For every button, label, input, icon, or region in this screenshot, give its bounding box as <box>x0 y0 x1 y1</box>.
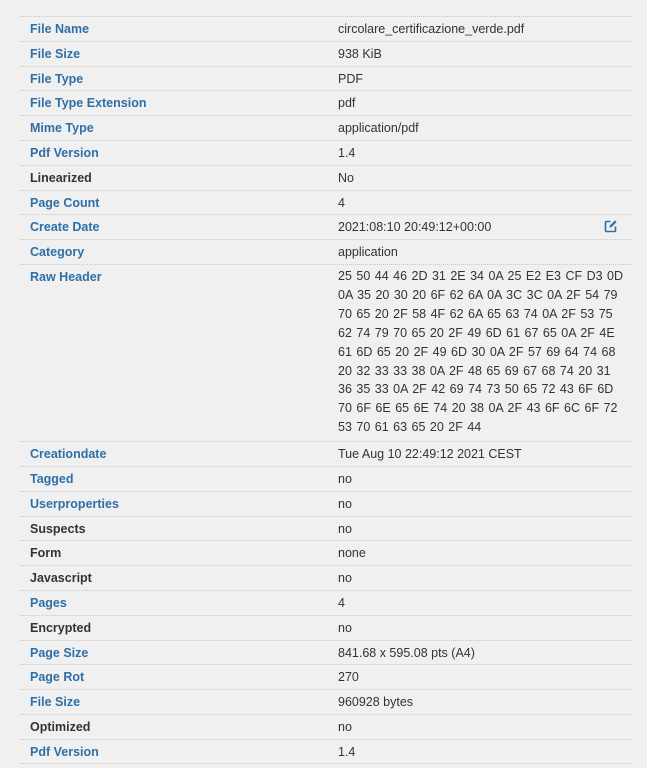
metadata-value <box>328 215 632 239</box>
metadata-value-text: PDF <box>338 71 363 86</box>
metadata-row <box>20 265 632 442</box>
metadata-value-text: no <box>338 471 352 486</box>
metadata-key[interactable]: Page Size <box>30 645 89 660</box>
metadata-key[interactable]: Pdf Version <box>30 145 99 160</box>
metadata-value <box>328 467 632 491</box>
metadata-row <box>20 141 632 166</box>
metadata-row <box>20 517 632 542</box>
metadata-key[interactable]: File Size <box>30 46 81 61</box>
metadata-value-text: no <box>338 521 352 536</box>
metadata-row <box>20 665 632 690</box>
metadata-row <box>20 641 632 666</box>
metadata-key[interactable]: File Size <box>30 695 81 710</box>
metadata-value-text: 25 50 44 46 2D 31 2E 34 0A 25 E2 E3 CF D3 0D 0A 35 20 30 20 6F 62 6A 0A 3C 3C 0A 2F 54 79 70 65 20 2F 58 4F 62 6A 65 63 74 0A 2F 53 75 62 74 79 70 65 20 2F 49 6D 61 67 65 0A 2F 4E 61 6D 65 20 2F 49 6D 30 0A 2F 57 69 64 74 68 20 32 33 33 38 0A 2F 48 65 69 67 68 74 20 31 36 35 33 0A 2F 42 69 74 73 50 65 72 43 6F 6D 70 6F 6E 65 6E 74 20 38 0A 2F 43 6F 6C 6F 72 53 70 61 63 65 20 2F 44 <box>338 268 624 435</box>
metadata-key[interactable]: Pdf Version <box>30 744 99 759</box>
metadata-key[interactable]: File Type Extension <box>30 96 147 111</box>
metadata-value-text: application/pdf <box>338 121 419 136</box>
metadata-value <box>328 265 632 441</box>
metadata-row <box>20 616 632 641</box>
metadata-value <box>328 616 632 640</box>
metadata-value-text: application <box>338 245 398 260</box>
metadata-value <box>328 740 632 764</box>
metadata-row <box>20 240 632 265</box>
metadata-value <box>328 690 632 714</box>
metadata-key: Form <box>30 546 62 561</box>
metadata-value <box>328 42 632 66</box>
metadata-value <box>328 116 632 140</box>
metadata-value-text: 270 <box>338 670 359 685</box>
metadata-value <box>328 191 632 215</box>
metadata-value-text: none <box>338 546 366 561</box>
metadata-key: Encrypted <box>30 620 92 635</box>
metadata-value-text: pdf <box>338 96 356 111</box>
metadata-value-text: 1.4 <box>338 744 356 759</box>
metadata-value <box>328 442 632 466</box>
metadata-value-text: 938 KiB <box>338 46 382 61</box>
metadata-value <box>328 517 632 541</box>
metadata-key[interactable]: Create Date <box>30 220 100 235</box>
metadata-row <box>20 566 632 591</box>
metadata-row <box>20 91 632 116</box>
metadata-value <box>328 541 632 565</box>
metadata-key[interactable]: Raw Header <box>30 269 102 284</box>
metadata-value-text: no <box>338 496 352 511</box>
metadata-key[interactable]: Userproperties <box>30 496 119 511</box>
metadata-value <box>328 641 632 665</box>
metadata-value <box>328 715 632 739</box>
metadata-value-text: No <box>338 170 354 185</box>
metadata-value <box>328 566 632 590</box>
metadata-row <box>20 67 632 92</box>
metadata-row <box>20 467 632 492</box>
metadata-value <box>328 240 632 264</box>
metadata-value <box>328 492 632 516</box>
metadata-key[interactable]: File Type <box>30 71 84 86</box>
metadata-value-text: no <box>338 719 352 734</box>
metadata-value-text: 841.68 x 595.08 pts (A4) <box>338 645 475 660</box>
metadata-row <box>20 215 632 240</box>
metadata-row <box>20 690 632 715</box>
metadata-key: Suspects <box>30 521 86 536</box>
metadata-value <box>328 166 632 190</box>
metadata-value-text: 4 <box>338 595 345 610</box>
metadata-row <box>20 16 632 42</box>
metadata-key[interactable]: Category <box>30 245 85 260</box>
metadata-value-text: Tue Aug 10 22:49:12 2021 CEST <box>338 447 522 462</box>
metadata-value <box>328 17 632 41</box>
metadata-key[interactable]: Page Rot <box>30 670 85 685</box>
metadata-value-text: 4 <box>338 195 345 210</box>
metadata-row <box>20 116 632 141</box>
metadata-table <box>20 16 632 764</box>
metadata-row <box>20 492 632 517</box>
metadata-key[interactable]: File Name <box>30 22 90 36</box>
metadata-key: Optimized <box>30 719 91 734</box>
metadata-row <box>20 740 632 765</box>
metadata-value-text: 2021:08:10 20:49:12+00:00 <box>338 220 492 235</box>
metadata-key[interactable]: Mime Type <box>30 121 94 136</box>
metadata-key: Linearized <box>30 170 92 185</box>
metadata-row <box>20 166 632 191</box>
metadata-value <box>328 67 632 91</box>
metadata-key[interactable]: Tagged <box>30 471 74 486</box>
metadata-value-text: circolare_certificazione_verde.pdf <box>338 22 525 36</box>
edit-icon[interactable] <box>604 219 618 233</box>
metadata-key: Javascript <box>30 571 92 586</box>
metadata-value <box>328 665 632 689</box>
metadata-value <box>328 141 632 165</box>
metadata-row <box>20 191 632 216</box>
metadata-value-text: no <box>338 571 352 586</box>
metadata-row <box>20 442 632 467</box>
metadata-value <box>328 591 632 615</box>
metadata-key[interactable]: Creationdate <box>30 447 107 462</box>
metadata-value-text: no <box>338 620 352 635</box>
metadata-key[interactable]: Pages <box>30 595 67 610</box>
metadata-value-text: 1.4 <box>338 145 356 160</box>
metadata-row <box>20 591 632 616</box>
metadata-row <box>20 541 632 566</box>
metadata-value <box>328 91 632 115</box>
metadata-row <box>20 715 632 740</box>
metadata-row <box>20 42 632 67</box>
metadata-value-text: 960928 bytes <box>338 695 414 710</box>
metadata-key[interactable]: Page Count <box>30 195 100 210</box>
